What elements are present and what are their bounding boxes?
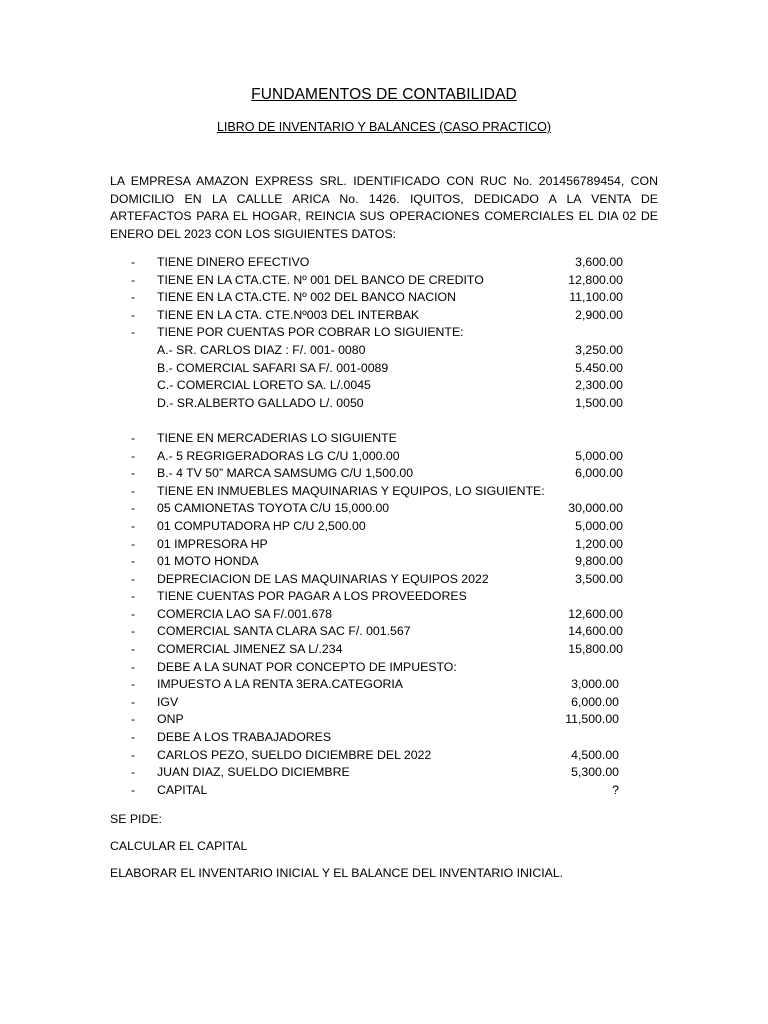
item-label: JUAN DIAZ, SUELDO DICIEMBRE <box>157 765 350 780</box>
item-label: IMPUESTO A LA RENTA 3ERA.CATEGORIA <box>157 677 404 692</box>
list-item <box>0 659 768 677</box>
item-amount: 5,000.00 <box>575 448 623 463</box>
list-item <box>0 764 768 782</box>
item-amount: 3,500.00 <box>575 571 623 586</box>
bullet-dash: - <box>131 782 136 797</box>
task-elaborate-inventory: ELABORAR EL INVENTARIO INICIAL Y EL BALANCE DEL INVENTARIO INICIAL. <box>110 866 564 880</box>
item-amount: 12,800.00 <box>568 272 623 287</box>
item-label: A.- 5 REGRIGERADORAS LG C/U 1,000.00 <box>157 448 400 463</box>
item-amount: 5,300.00 <box>571 765 619 780</box>
list-item <box>0 711 768 729</box>
task-calculate-capital: CALCULAR EL CAPITAL <box>110 839 248 853</box>
item-label: CARLOS PEZO, SUELDO DICIEMBRE DEL 2022 <box>157 747 432 762</box>
item-label: TIENE CUENTAS POR PAGAR A LOS PROVEEDORES <box>157 589 467 604</box>
bullet-dash: - <box>131 325 136 340</box>
bullet-dash: - <box>131 518 136 533</box>
list-item <box>0 342 768 360</box>
bullet-dash: - <box>131 730 136 745</box>
item-label: TIENE EN LA CTA. CTE.Nº003 DEL INTERBAK <box>157 307 420 322</box>
bullet-dash: - <box>131 606 136 621</box>
bullet-dash: - <box>131 290 136 305</box>
list-item <box>0 483 768 501</box>
list-item <box>0 606 768 624</box>
list-item <box>0 430 768 448</box>
list-item <box>0 500 768 518</box>
list-item <box>0 641 768 659</box>
bullet-dash: - <box>131 589 136 604</box>
item-label: TIENE EN INMUEBLES MAQUINARIAS Y EQUIPOS, LO SIGUIENTE: <box>157 483 545 498</box>
list-item <box>0 254 768 272</box>
item-amount: ? <box>612 782 619 797</box>
item-amount: 5,000.00 <box>575 518 623 533</box>
item-label: IGV <box>157 694 179 709</box>
item-amount: 2,900.00 <box>575 307 623 322</box>
list-item <box>0 289 768 307</box>
bullet-dash: - <box>131 448 136 463</box>
item-label: DEBE A LA SUNAT POR CONCEPTO DE IMPUESTO: <box>157 659 457 674</box>
bullet-dash: - <box>131 272 136 287</box>
bullet-dash: - <box>131 677 136 692</box>
item-amount: 9,800.00 <box>575 554 623 569</box>
list-item <box>0 360 768 378</box>
bullet-dash: - <box>131 571 136 586</box>
items-list <box>0 254 768 799</box>
intro-paragraph: LA EMPRESA AMAZON EXPRESS SRL. IDENTIFICADO CON RUC No. 201456789454, CON DOMICILIO EN LA CALLLE ARICA No. 1426. IQUITOS, DEDICADO A LA VENTA DE ARTEFACTOS PARA EL HOGAR, REINCIA SUS OPERACIONES COMERCIALES EL DIA 02 DE ENERO DEL 2023 CON LOS SIGUIENTES DATOS: <box>110 174 658 241</box>
item-label: B.- 4 TV 50” MARCA SAMSUMG C/U 1,500.00 <box>157 466 414 481</box>
item-amount: 6,000.00 <box>571 694 619 709</box>
item-label: COMERCIAL SANTA CLARA SAC F/. 001.567 <box>157 624 411 639</box>
list-item <box>0 676 768 694</box>
item-amount: 5.450.00 <box>575 360 623 375</box>
item-amount: 12,600.00 <box>568 606 623 621</box>
item-label: D.- SR.ALBERTO GALLADO L/. 0050 <box>157 395 364 410</box>
bullet-dash: - <box>131 255 136 269</box>
item-label: TIENE EN LA CTA.CTE. Nº 001 DEL BANCO DE CREDITO <box>157 272 484 287</box>
list-item <box>0 377 768 395</box>
list-item <box>0 694 768 712</box>
bullet-dash: - <box>131 747 136 762</box>
item-label: DEBE A LOS TRABAJADORES <box>157 730 332 745</box>
list-item <box>0 465 768 483</box>
list-item <box>0 553 768 571</box>
list-item <box>0 324 768 342</box>
item-amount: 4,500.00 <box>571 747 619 762</box>
item-amount: 11,500.00 <box>565 712 619 727</box>
list-item <box>0 782 768 800</box>
item-label: DEPRECIACION DE LAS MAQUINARIAS Y EQUIPOS 2022 <box>157 571 489 586</box>
bullet-dash: - <box>131 765 136 780</box>
item-amount: 15,800.00 <box>568 642 623 657</box>
item-label: B.- COMERCIAL SAFARI SA F/. 001-0089 <box>157 360 389 375</box>
item-label: TIENE POR CUENTAS POR COBRAR LO SIGUIENTE: <box>157 325 464 340</box>
item-label: C.- COMERCIAL LORETO SA. L/.0045 <box>157 378 371 393</box>
list-item <box>0 571 768 589</box>
item-label: 05 CAMIONETAS TOYOTA C/U 15,000.00 <box>157 501 390 516</box>
item-amount: 6,000.00 <box>575 466 623 481</box>
item-label: 01 IMPRESORA HP <box>157 536 268 551</box>
bullet-dash: - <box>131 483 136 498</box>
bullet-dash: - <box>131 624 136 639</box>
item-amount: 11,100.00 <box>569 290 623 305</box>
bullet-dash: - <box>131 307 136 322</box>
item-label: 01 COMPUTADORA HP C/U 2,500.00 <box>157 518 366 533</box>
list-item <box>0 272 768 290</box>
item-amount: 3,250.00 <box>575 342 623 357</box>
bullet-dash: - <box>131 501 136 516</box>
bullet-dash: - <box>131 642 136 657</box>
bullet-dash: - <box>131 694 136 709</box>
list-item <box>0 448 768 466</box>
se-pide-heading: SE PIDE: <box>110 812 162 826</box>
item-label: ONP <box>157 712 184 727</box>
item-label: COMERCIAL JIMENEZ SA L/.234 <box>157 642 343 657</box>
bullet-dash: - <box>131 430 136 445</box>
item-label: TIENE EN LA CTA.CTE. Nº 002 DEL BANCO NACION <box>157 290 457 305</box>
bullet-dash: - <box>131 466 136 481</box>
list-item <box>0 623 768 641</box>
item-label: 01 MOTO HONDA <box>157 554 259 569</box>
item-label: TIENE DINERO EFECTIVO <box>157 255 310 269</box>
item-label: TIENE EN MERCADERIAS LO SIGUIENTE <box>157 430 397 445</box>
item-amount: 1,500.00 <box>575 395 623 410</box>
bullet-dash: - <box>131 659 136 674</box>
list-item <box>0 395 768 413</box>
document-subtitle: LIBRO DE INVENTARIO Y BALANCES (CASO PRACTICO) <box>216 120 552 134</box>
list-item <box>0 729 768 747</box>
item-label: A.- SR. CARLOS DIAZ : F/. 001- 0080 <box>157 342 366 357</box>
item-label: COMERCIA LAO SA F/.001.678 <box>157 606 332 621</box>
item-label: CAPITAL <box>157 782 208 797</box>
item-amount: 3,600.00 <box>575 255 623 269</box>
bullet-dash: - <box>131 712 136 727</box>
list-item <box>0 747 768 765</box>
document-title: FUNDAMENTOS DE CONTABILIDAD <box>251 86 517 103</box>
item-amount: 3,000.00 <box>571 677 619 692</box>
list-item <box>0 536 768 554</box>
item-amount: 14,600.00 <box>568 624 623 639</box>
bullet-dash: - <box>131 554 136 569</box>
item-amount: 30,000.00 <box>568 501 623 516</box>
list-item <box>0 588 768 606</box>
item-amount: 1,200.00 <box>575 536 623 551</box>
spacer-row <box>0 412 768 430</box>
bullet-dash: - <box>131 536 136 551</box>
item-amount: 2,300.00 <box>575 378 623 393</box>
list-item <box>0 518 768 536</box>
list-item <box>0 307 768 325</box>
